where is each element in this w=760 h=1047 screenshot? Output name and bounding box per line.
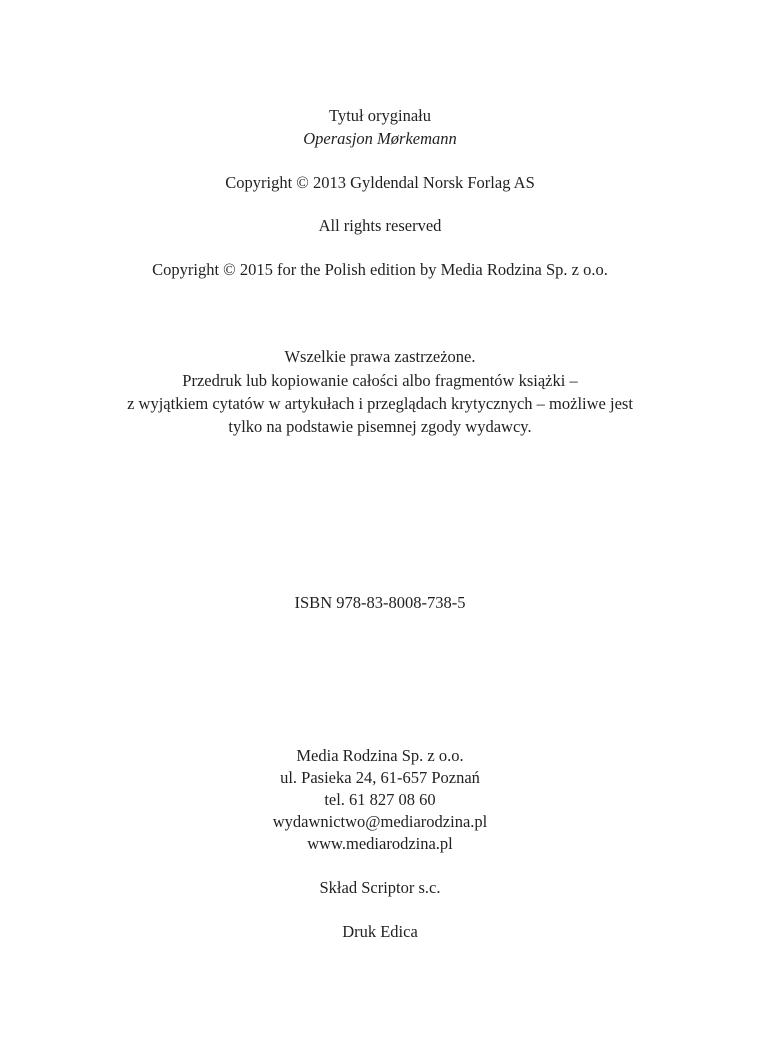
- rights-notice-line-1: Wszelkie prawa zastrzeżone.: [284, 347, 476, 366]
- copyright-polish-edition: Copyright © 2015 for the Polish edition by Media Rodzina Sp. z o.o.: [152, 260, 608, 279]
- publisher-phone: tel. 61 827 08 60: [324, 790, 436, 809]
- publisher-name: Media Rodzina Sp. z o.o.: [296, 746, 464, 765]
- publisher-address: ul. Pasieka 24, 61-657 Poznań: [280, 768, 480, 787]
- all-rights-reserved: All rights reserved: [318, 216, 442, 235]
- rights-notice-line-4: tylko na podstawie pisemnej zgody wydawcy.: [228, 417, 532, 436]
- typesetting-credit: Skład Scriptor s.c.: [319, 878, 441, 897]
- original-title-label: Tytuł oryginału: [329, 106, 431, 125]
- printing-credit: Druk Edica: [342, 922, 418, 941]
- isbn: ISBN 978-83-8008-738-5: [294, 593, 466, 612]
- publisher-email: wydawnictwo@mediarodzina.pl: [272, 812, 488, 831]
- copyright-original: Copyright © 2013 Gyldendal Norsk Forlag AS: [225, 173, 535, 192]
- original-title: Operasjon Mørkemann: [303, 129, 457, 148]
- publisher-website: www.mediarodzina.pl: [307, 834, 453, 853]
- rights-notice-line-3: z wyjątkiem cytatów w artykułach i przeglądach krytycznych – możliwe jest: [127, 394, 633, 413]
- rights-notice-line-2: Przedruk lub kopiowanie całości albo fragmentów książki –: [182, 371, 578, 390]
